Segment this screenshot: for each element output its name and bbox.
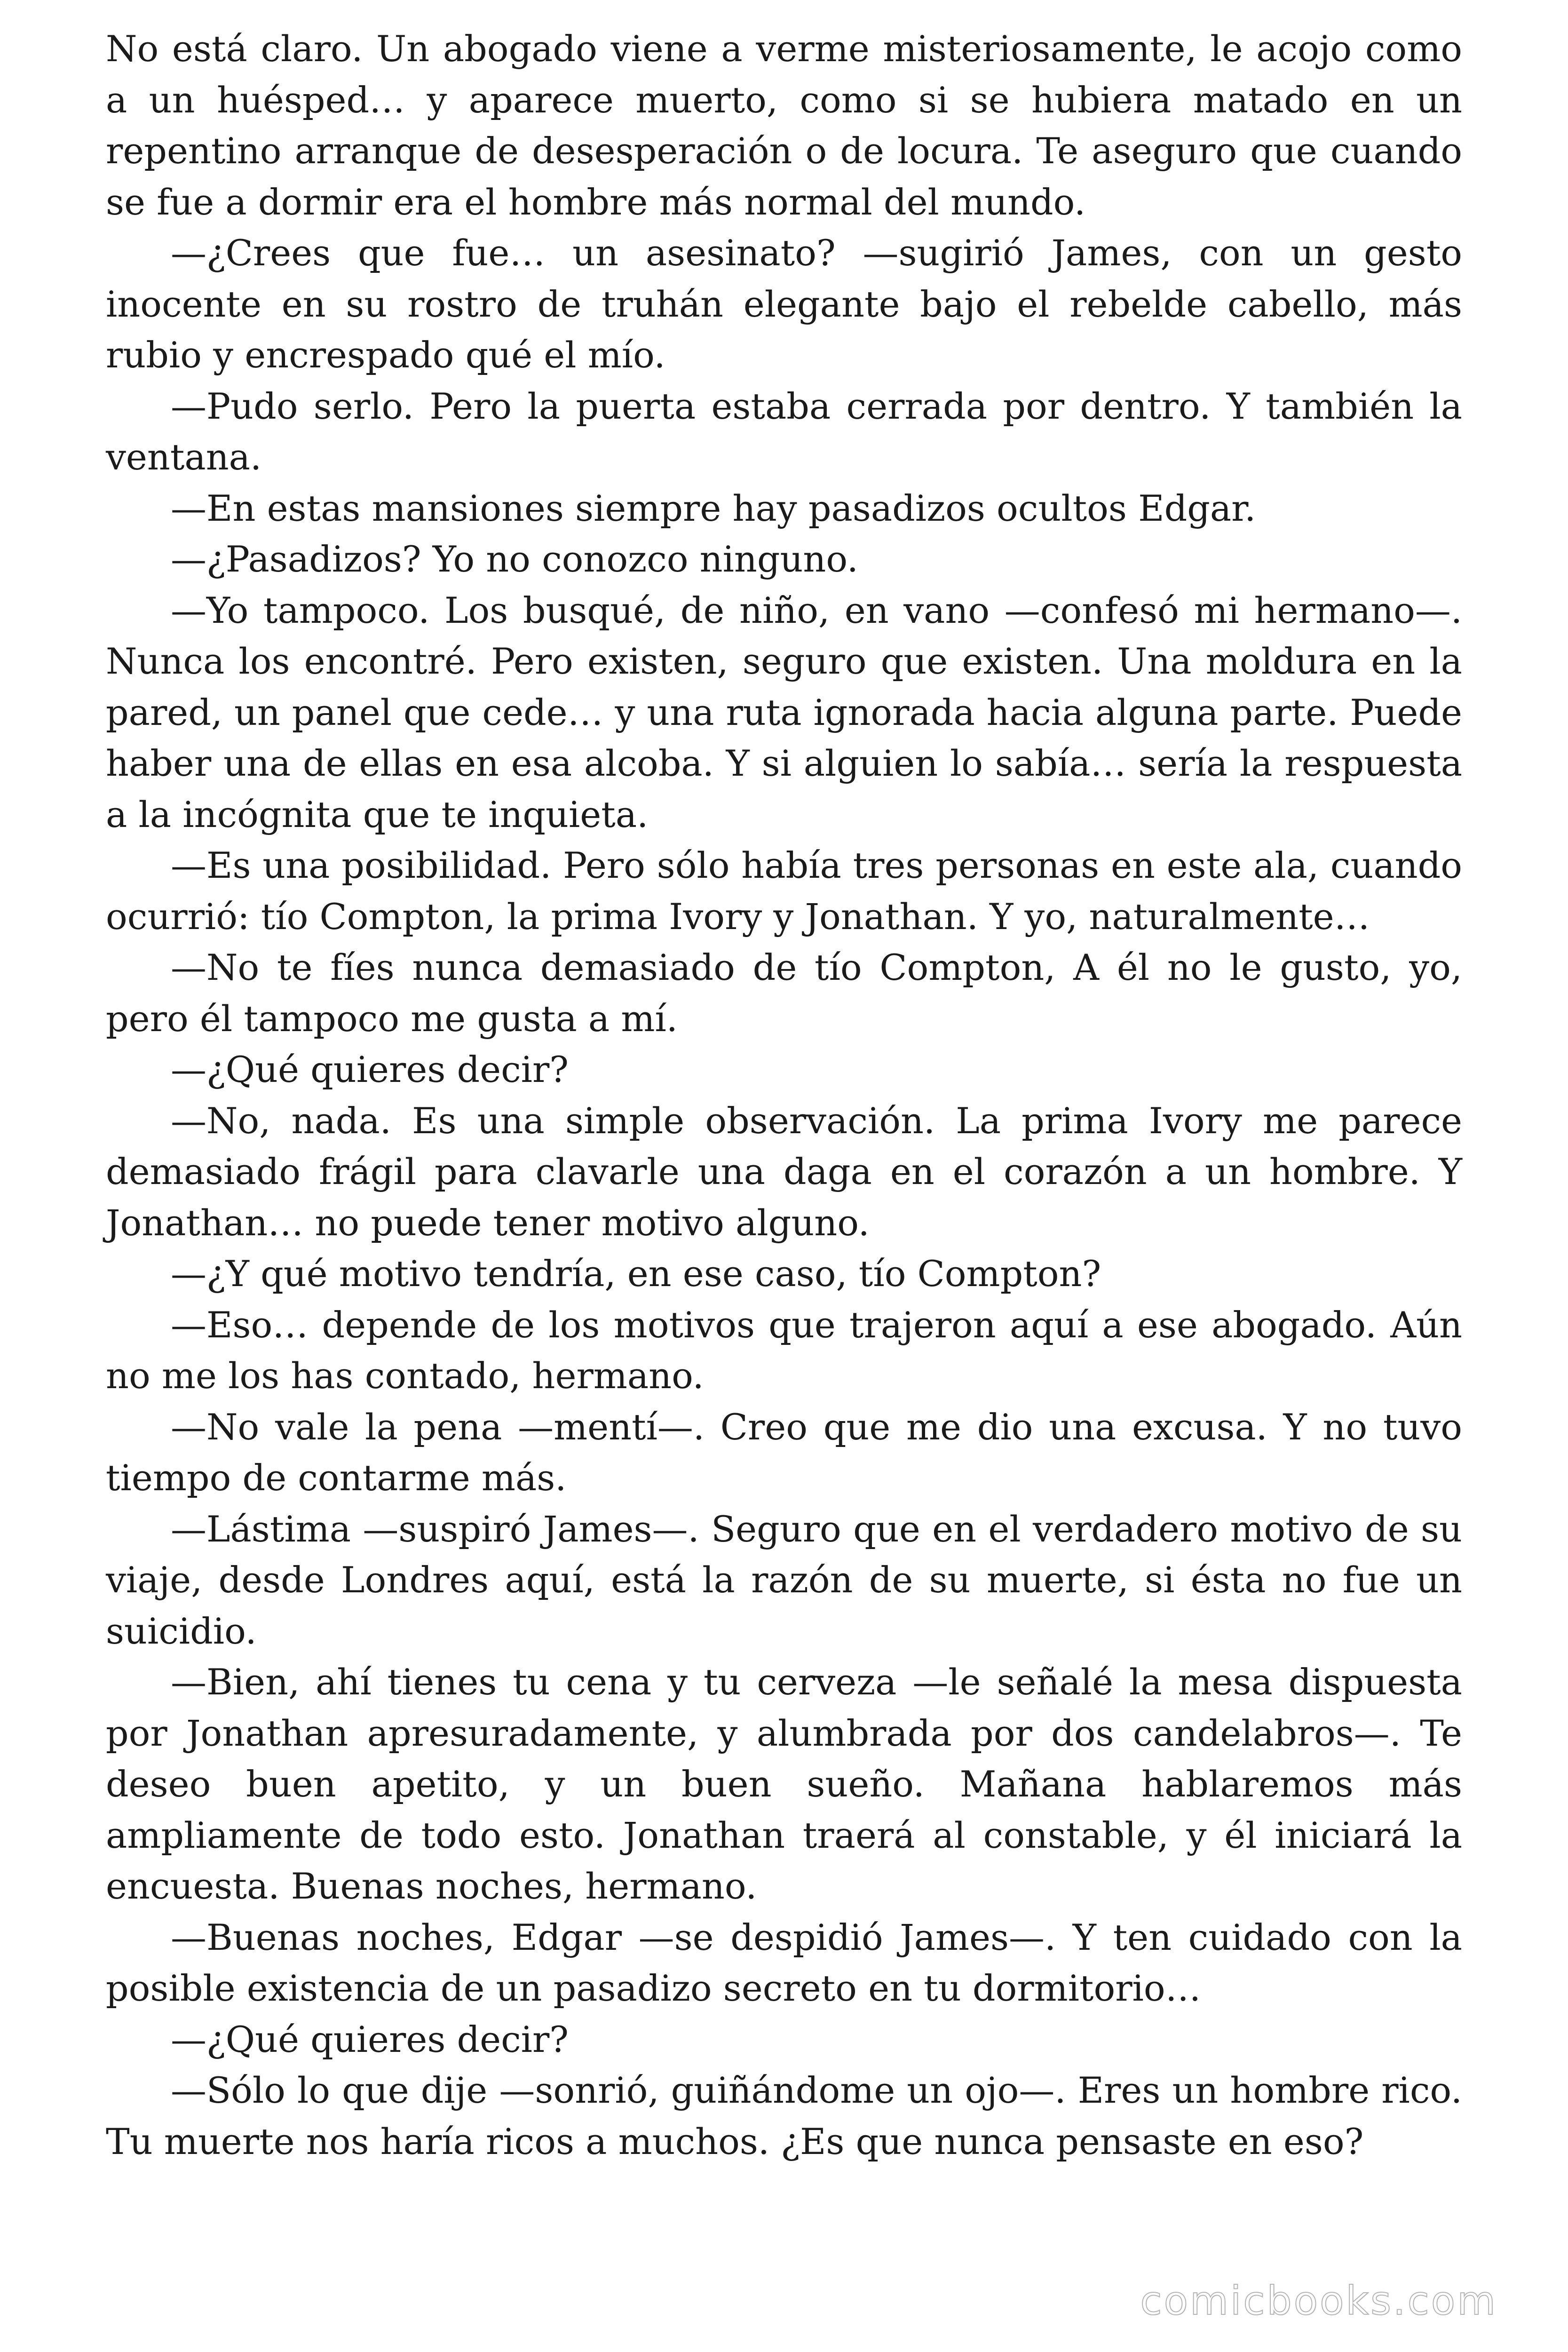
paragraph: —No vale la pena —mentí—. Creo que me dio una excusa. Y no tuvo tiempo de contarme más. xyxy=(106,1406,1462,1499)
paragraph: —Yo tampoco. Los busqué, de niño, en vano —confesó mi hermano—. Nunca los encontré. Pero existen, seguro que existen. Una moldura en la pared, un panel que cede… y una ruta ignorada hacia alguna parte. Puede haber una de ellas en esa alcoba. Y si alguien lo sabía… sería la respuesta a la incógnita que te inquieta. xyxy=(106,589,1462,835)
paragraph: —Lástima —suspiró James—. Seguro que en el verdadero motivo de su viaje, desde Londres aquí, está la razón de su muerte, si ésta no fue un suicidio. xyxy=(106,1508,1462,1652)
paragraph: —¿Y qué motivo tendría, en ese caso, tío Compton? xyxy=(171,1253,1101,1295)
paragraph: —Pudo serlo. Pero la puerta estaba cerrada por dentro. Y también la ventana. xyxy=(106,385,1462,478)
paragraph: —Sólo lo que dije —sonrió, guiñándome un ojo—. Eres un hombre rico. Tu muerte nos haría ricos a muchos. ¿Es que nunca pensaste en eso? xyxy=(106,2069,1462,2162)
paragraph: —No, nada. Es una simple observación. La prima Ivory me parece demasiado frágil para clavarle una daga en el corazón a un hombre. Y Jonathan… no puede tener motivo alguno. xyxy=(106,1099,1462,1244)
paragraph: —Bien, ahí tienes tu cena y tu cerveza —le señalé la mesa dispuesta por Jonathan apresuradamente, y alumbrada por dos candelabros—. Te deseo buen apetito, y un buen sueño. Mañana hablaremos más ampliamente de todo esto. Jonathan traerá al constable, y él iniciará la encuesta. Buenas noches, hermano. xyxy=(106,1661,1462,1907)
paragraph: —Eso… depende de los motivos que trajeron aquí a ese abogado. Aún no me los has contado, hermano. xyxy=(106,1303,1462,1397)
paragraph: —¿Qué quieres decir? xyxy=(171,1049,569,1090)
paragraph: No está claro. Un abogado viene a verme misteriosamente, le acojo como a un huésped… y aparece muerto, como si se hubiera matado en un repentino arranque de desesperación o de locura. Te aseguro que cuando se fue a dormir era el hombre más normal del mundo. xyxy=(106,28,1462,223)
paragraph: —¿Crees que fue… un asesinato? —sugirió James, con un gesto inocente en su rostro de truhán elegante bajo el rebelde cabello, más rubio y encrespado qué el mío. xyxy=(106,232,1462,376)
paragraph: —¿Qué quieres decir? xyxy=(171,2018,569,2060)
paragraph: —Es una posibilidad. Pero sólo había tres personas en este ala, cuando ocurrió: tío Compton, la prima Ivory y Jonathan. Y yo, naturalmente… xyxy=(106,844,1462,938)
paragraph: —En estas mansiones siempre hay pasadizos ocultos Edgar. xyxy=(171,487,1256,529)
body-text xyxy=(106,24,1462,2167)
paragraph: —Buenas noches, Edgar —se despidió James—. Y ten cuidado con la posible existencia de un pasadizo secreto en tu dormitorio… xyxy=(106,1916,1462,2009)
watermark: comicbooks.com xyxy=(1140,2278,1497,2324)
paragraph: —No te fíes nunca demasiado de tío Compton, A él no le gusto, yo, pero él tampoco me gusta a mí. xyxy=(106,946,1462,1040)
paragraph: —¿Pasadizos? Yo no conozco ninguno. xyxy=(171,538,858,580)
